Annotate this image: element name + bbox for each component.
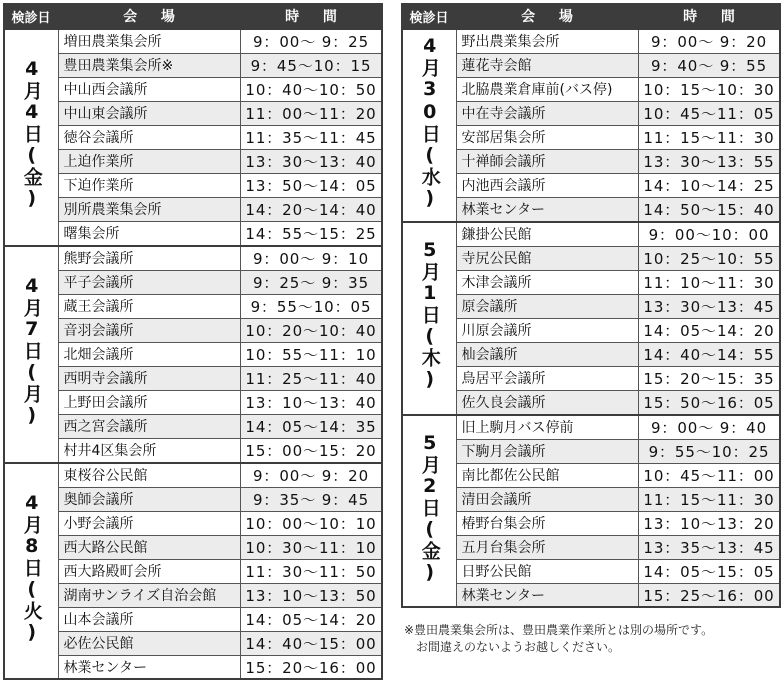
table-row <box>402 343 780 367</box>
header-time: 時 間 <box>240 4 382 30</box>
header-venue: 会 場 <box>58 4 240 30</box>
venue-cell: 上迫作業所 <box>58 150 240 174</box>
table-row <box>4 488 382 512</box>
right-schedule-table <box>401 3 781 608</box>
table-row <box>4 584 382 608</box>
time-cell: 9：00～ 9：40 <box>638 415 780 440</box>
venue-cell: 中山西会議所 <box>58 78 240 102</box>
exam-date: 5月2日(金) <box>418 432 441 584</box>
header-venue: 会 場 <box>456 4 638 30</box>
table-row <box>402 584 780 608</box>
venue-cell: 林業センター <box>58 656 240 680</box>
exam-date: 4月30日(水) <box>418 34 441 210</box>
table-row <box>402 536 780 560</box>
table-row <box>4 439 382 464</box>
venue-cell: 別所農業集会所 <box>58 198 240 222</box>
table-row <box>4 560 382 584</box>
venue-cell: 東桜谷公民館 <box>58 463 240 488</box>
table-row <box>4 198 382 222</box>
exam-date: 4月4日(金) <box>20 58 43 210</box>
time-cell: 9：35～ 9：45 <box>240 488 382 512</box>
time-cell: 9：00～10：00 <box>638 222 780 247</box>
venue-cell: 山本会議所 <box>58 608 240 632</box>
time-cell: 9：00～ 9：20 <box>240 463 382 488</box>
header-date: 検診日 <box>402 4 456 30</box>
venue-cell: 豊田農業集会所※ <box>58 54 240 78</box>
time-cell: 11：30～11：50 <box>240 560 382 584</box>
time-cell: 13：10～13：50 <box>240 584 382 608</box>
time-cell: 15：50～16：05 <box>638 391 780 416</box>
table-row <box>4 246 382 271</box>
venue-cell: 十禅師会議所 <box>456 150 638 174</box>
exam-date-cell <box>4 463 58 680</box>
time-cell: 9：00～ 9：20 <box>638 29 780 54</box>
venue-cell: 熊野会議所 <box>58 246 240 271</box>
time-cell: 10：00～10：10 <box>240 512 382 536</box>
table-row <box>402 126 780 150</box>
table-row <box>402 464 780 488</box>
venue-cell: 蔵王会議所 <box>58 295 240 319</box>
table-row <box>4 319 382 343</box>
time-cell: 9：00～ 9：10 <box>240 246 382 271</box>
left-schedule-table <box>3 3 383 680</box>
venue-cell: 下迫作業所 <box>58 174 240 198</box>
footnote-line-1: ※豊田農業集会所は、豊田農業作業所とは別の場所です。 <box>404 623 714 637</box>
venue-cell: 増田農業集会所 <box>58 29 240 54</box>
table-row <box>4 54 382 78</box>
time-cell: 14：40～14：55 <box>638 343 780 367</box>
table-row <box>4 343 382 367</box>
venue-cell: 音羽会議所 <box>58 319 240 343</box>
table-row <box>402 512 780 536</box>
time-cell: 15：20～15：35 <box>638 367 780 391</box>
time-cell: 15：00～15：20 <box>240 439 382 464</box>
time-cell: 10：30～11：10 <box>240 536 382 560</box>
table-row <box>4 78 382 102</box>
table-row <box>4 463 382 488</box>
venue-cell: 曙集会所 <box>58 222 240 247</box>
venue-cell: 中山東会議所 <box>58 102 240 126</box>
venue-cell: 必佐公民館 <box>58 632 240 656</box>
footnote <box>404 622 713 656</box>
table-row <box>402 295 780 319</box>
venue-cell: 佐久良会議所 <box>456 391 638 416</box>
table-row <box>4 415 382 439</box>
table-row <box>4 632 382 656</box>
time-cell: 13：50～14：05 <box>240 174 382 198</box>
time-cell: 14：55～15：25 <box>240 222 382 247</box>
table-row <box>4 29 382 54</box>
time-cell: 10：45～11：05 <box>638 102 780 126</box>
venue-cell: 日野公民館 <box>456 560 638 584</box>
time-cell: 11：25～11：40 <box>240 367 382 391</box>
table-row <box>402 174 780 198</box>
time-cell: 13：30～13：55 <box>638 150 780 174</box>
time-cell: 14：50～15：40 <box>638 198 780 223</box>
time-cell: 10：40～10：50 <box>240 78 382 102</box>
table-row <box>402 78 780 102</box>
venue-cell: 蓮花寺会館 <box>456 54 638 78</box>
table-row <box>402 440 780 464</box>
venue-cell: 平子会議所 <box>58 271 240 295</box>
header-time: 時 間 <box>638 4 780 30</box>
table-row <box>4 391 382 415</box>
time-cell: 11：00～11：20 <box>240 102 382 126</box>
venue-cell: 旧上駒月バス停前 <box>456 415 638 440</box>
time-cell: 10：15～10：30 <box>638 78 780 102</box>
footnote-line-2: お間違えのないようお越しください。 <box>416 640 621 654</box>
time-cell: 13：30～13：45 <box>638 295 780 319</box>
time-cell: 13：10～13：40 <box>240 391 382 415</box>
table-row <box>402 271 780 295</box>
venue-cell: 椿野台集会所 <box>456 512 638 536</box>
time-cell: 9：40～ 9：55 <box>638 54 780 78</box>
time-cell: 11：15～11：30 <box>638 488 780 512</box>
time-cell: 9：25～ 9：35 <box>240 271 382 295</box>
venue-cell: 徳谷会議所 <box>58 126 240 150</box>
venue-cell: 安部居集会所 <box>456 126 638 150</box>
time-cell: 14：10～14：25 <box>638 174 780 198</box>
table-row <box>4 271 382 295</box>
table-row <box>402 150 780 174</box>
table-row <box>402 488 780 512</box>
table-row <box>402 102 780 126</box>
time-cell: 10：25～10：55 <box>638 247 780 271</box>
venue-cell: 小野会議所 <box>58 512 240 536</box>
table-row <box>402 247 780 271</box>
time-cell: 9：55～10：25 <box>638 440 780 464</box>
venue-cell: 湖南サンライズ自治会館 <box>58 584 240 608</box>
table-row <box>402 367 780 391</box>
time-cell: 13：10～13：20 <box>638 512 780 536</box>
venue-cell: 鳥居平会議所 <box>456 367 638 391</box>
table-row <box>402 29 780 54</box>
table-row <box>4 222 382 247</box>
exam-date-cell <box>4 246 58 463</box>
table-row <box>4 126 382 150</box>
time-cell: 9：55～10：05 <box>240 295 382 319</box>
table-row <box>4 367 382 391</box>
table-row <box>402 415 780 440</box>
venue-cell: 中在寺会議所 <box>456 102 638 126</box>
table-row <box>402 222 780 247</box>
table-row <box>4 608 382 632</box>
exam-date: 5月1日(木) <box>418 239 441 391</box>
venue-cell: 鎌掛公民館 <box>456 222 638 247</box>
time-cell: 13：35～13：45 <box>638 536 780 560</box>
venue-cell: 川原会議所 <box>456 319 638 343</box>
time-cell: 9：00～ 9：25 <box>240 29 382 54</box>
venue-cell: 内池西会議所 <box>456 174 638 198</box>
time-cell: 14：05～15：05 <box>638 560 780 584</box>
venue-cell: 林業センター <box>456 198 638 223</box>
time-cell: 11：10～11：30 <box>638 271 780 295</box>
time-cell: 10：45～11：00 <box>638 464 780 488</box>
time-cell: 14：05～14：35 <box>240 415 382 439</box>
header-date: 検診日 <box>4 4 58 30</box>
venue-cell: 北脇農業倉庫前(バス停) <box>456 78 638 102</box>
table-row <box>4 536 382 560</box>
header-row <box>4 4 382 30</box>
exam-date: 4月8日(火) <box>20 492 43 644</box>
venue-cell: 奥師会議所 <box>58 488 240 512</box>
venue-cell: 西大路公民館 <box>58 536 240 560</box>
time-cell: 9：45～10：15 <box>240 54 382 78</box>
time-cell: 14：20～14：40 <box>240 198 382 222</box>
venue-cell: 木津会議所 <box>456 271 638 295</box>
exam-date-cell <box>402 415 456 608</box>
venue-cell: 西之宮会議所 <box>58 415 240 439</box>
time-cell: 15：25～16：00 <box>638 584 780 608</box>
table-row <box>4 512 382 536</box>
table-row <box>4 150 382 174</box>
time-cell: 11：35～11：45 <box>240 126 382 150</box>
table-row <box>4 174 382 198</box>
time-cell: 13：30～13：40 <box>240 150 382 174</box>
time-cell: 11：15～11：30 <box>638 126 780 150</box>
time-cell: 14：05～14：20 <box>240 608 382 632</box>
time-cell: 10：55～11：10 <box>240 343 382 367</box>
venue-cell: 南比都佐公民館 <box>456 464 638 488</box>
venue-cell: 北畑会議所 <box>58 343 240 367</box>
table-row <box>402 198 780 223</box>
venue-cell: 西明寺会議所 <box>58 367 240 391</box>
venue-cell: 寺尻公民館 <box>456 247 638 271</box>
table-row <box>402 319 780 343</box>
venue-cell: 下駒月会議所 <box>456 440 638 464</box>
table-row <box>402 560 780 584</box>
venue-cell: 原会議所 <box>456 295 638 319</box>
time-cell: 14：05～14：20 <box>638 319 780 343</box>
venue-cell: 五月台集会所 <box>456 536 638 560</box>
exam-date-cell <box>402 222 456 415</box>
table-row <box>402 391 780 416</box>
venue-cell: 村井4区集会所 <box>58 439 240 464</box>
venue-cell: 西大路殿町会所 <box>58 560 240 584</box>
table-row <box>4 656 382 680</box>
time-cell: 15：20～16：00 <box>240 656 382 680</box>
header-row <box>402 4 780 30</box>
time-cell: 10：20～10：40 <box>240 319 382 343</box>
exam-date: 4月7日(月) <box>20 275 43 427</box>
table-row <box>402 54 780 78</box>
table-row <box>4 295 382 319</box>
table-row <box>4 102 382 126</box>
venue-cell: 清田会議所 <box>456 488 638 512</box>
time-cell: 14：40～15：00 <box>240 632 382 656</box>
venue-cell: 杣会議所 <box>456 343 638 367</box>
exam-date-cell <box>402 29 456 222</box>
venue-cell: 上野田会議所 <box>58 391 240 415</box>
venue-cell: 林業センター <box>456 584 638 608</box>
exam-date-cell <box>4 29 58 246</box>
venue-cell: 野出農業集会所 <box>456 29 638 54</box>
